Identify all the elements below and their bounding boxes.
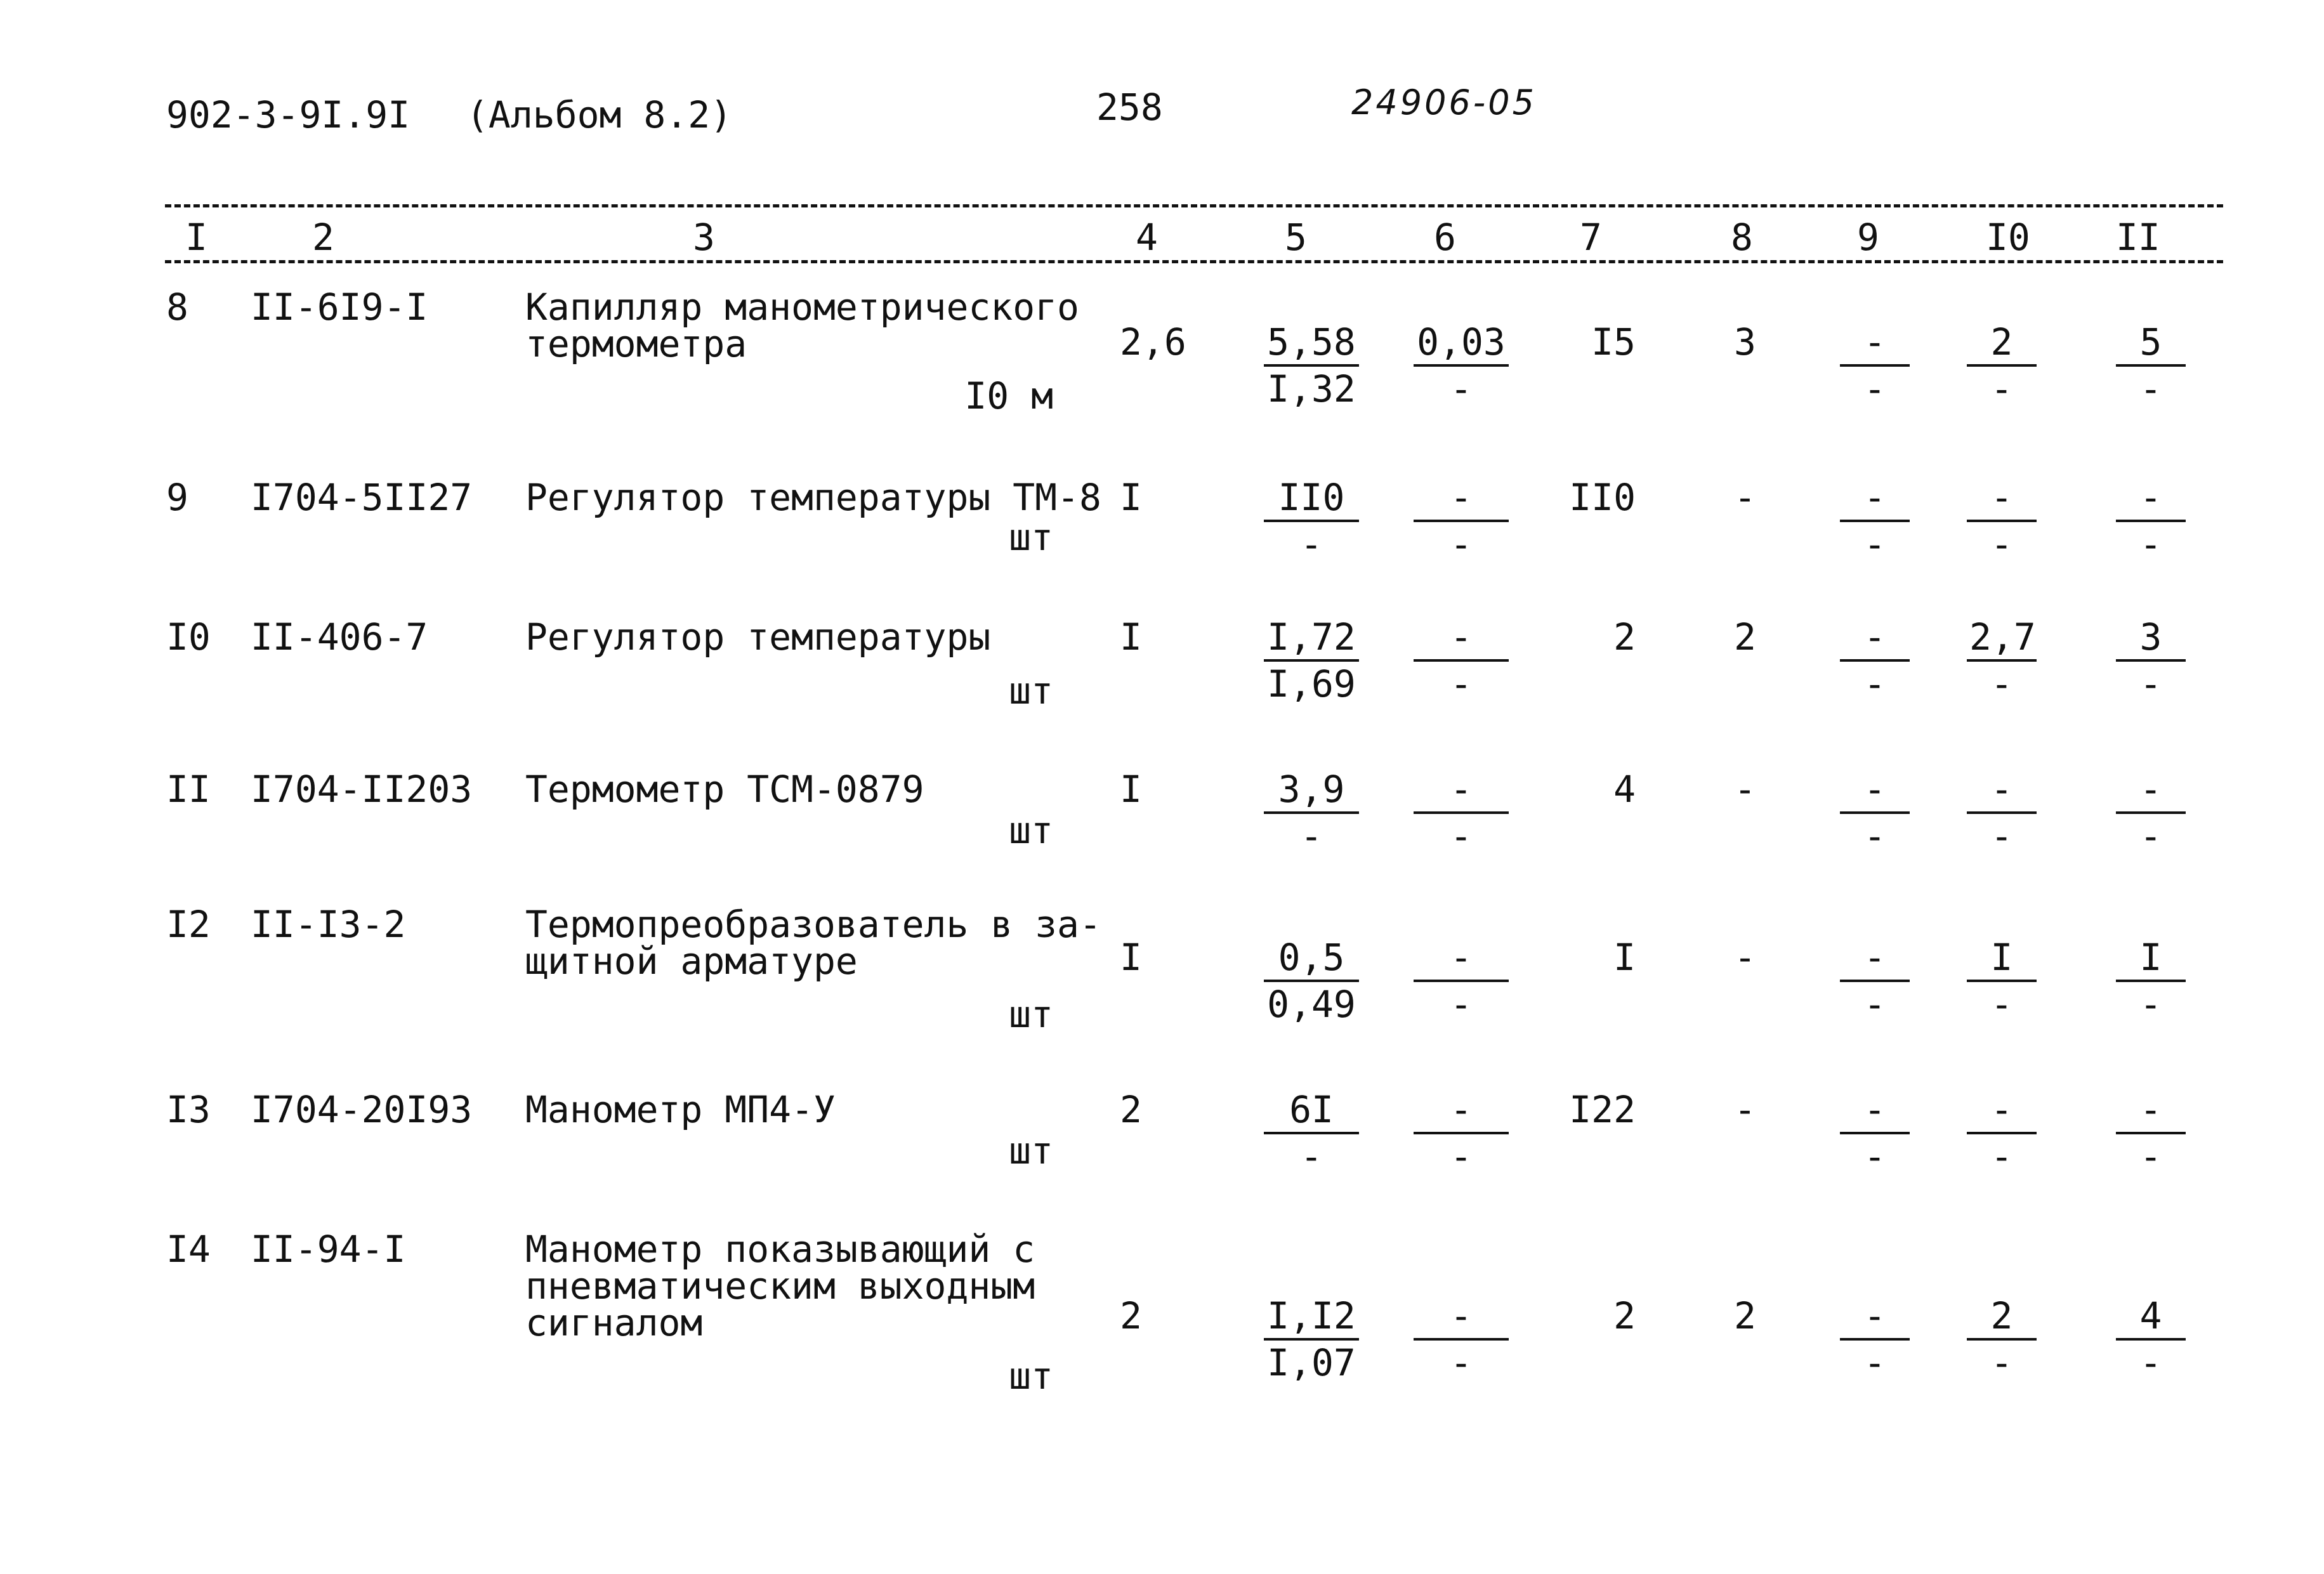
total-cell: II0	[1569, 476, 1636, 519]
item-code: II-6I9-I	[251, 285, 428, 329]
numerator: -	[1840, 479, 1910, 522]
price-fraction-cell	[1264, 320, 1359, 410]
item-name: Регулятор температуры ТМ-8	[525, 476, 1101, 519]
fraction-cell	[2116, 936, 2186, 1026]
fraction-cell	[2116, 320, 2186, 410]
numerator: I	[2116, 939, 2186, 982]
item-name: Капилляр манометрического термометра	[525, 285, 1079, 365]
fraction-cell	[1840, 1088, 1910, 1178]
column-header: 4	[1136, 216, 1158, 259]
denominator: -	[1450, 1341, 1473, 1384]
denominator: -	[1990, 367, 2013, 410]
value-cell: 3	[1734, 320, 1756, 364]
denominator: 0,49	[1267, 983, 1356, 1026]
fraction-cell	[1414, 768, 1509, 858]
denominator: -	[1863, 523, 1886, 566]
quantity-cell: I	[1120, 615, 1142, 659]
row-number: I0	[166, 615, 211, 659]
fraction-cell	[1967, 1088, 2037, 1178]
fraction-cell	[2116, 1088, 2186, 1178]
item-name: Термопреобразователь в за- щитной арматуре	[525, 903, 1101, 983]
fraction-cell	[2116, 476, 2186, 566]
item-unit: шт	[1009, 993, 1053, 1036]
denominator: -	[1990, 983, 2013, 1026]
quantity-cell: I	[1120, 936, 1142, 979]
numerator: 6I	[1264, 1091, 1359, 1134]
fraction-cell	[1967, 476, 2037, 566]
numerator: I,72	[1264, 619, 1359, 662]
fraction-cell	[1840, 1294, 1910, 1384]
item-unit: шт	[1009, 669, 1053, 712]
item-name: Манометр показывающий с пневматическим выходным сигналом	[525, 1228, 1035, 1344]
price-fraction-cell	[1264, 936, 1359, 1026]
denominator: I,07	[1267, 1341, 1356, 1384]
column-header: 5	[1285, 216, 1307, 259]
numerator: 2,7	[1967, 619, 2037, 662]
item-unit: шт	[1009, 809, 1053, 852]
item-code: II-94-I	[251, 1228, 406, 1271]
numerator: 0,5	[1264, 939, 1359, 982]
denominator: I,69	[1267, 662, 1356, 705]
denominator: -	[2139, 815, 2162, 858]
denominator: -	[1863, 1135, 1886, 1178]
denominator: -	[2139, 1341, 2162, 1384]
numerator: 5	[2116, 324, 2186, 367]
fraction-cell	[1967, 1294, 2037, 1384]
item-code: I704-5II27	[251, 476, 473, 519]
header-top-rule	[165, 204, 2223, 207]
denominator: -	[1450, 983, 1473, 1026]
quantity-cell: I	[1120, 768, 1142, 811]
numerator: -	[1414, 771, 1509, 814]
numerator: 5,58	[1264, 324, 1359, 367]
total-cell: 4	[1613, 768, 1636, 811]
item-code: I704-II203	[251, 768, 473, 811]
numerator: 2	[1967, 324, 2037, 367]
numerator: -	[1414, 939, 1509, 982]
quantity-cell: I	[1120, 476, 1142, 519]
denominator: -	[2139, 523, 2162, 566]
column-header: I	[185, 216, 207, 259]
item-name: Термометр ТСМ-0879	[525, 768, 924, 811]
value-cell: -	[1734, 936, 1756, 979]
column-header: 2	[312, 216, 334, 259]
price-fraction-cell	[1264, 1294, 1359, 1384]
denominator: -	[1450, 815, 1473, 858]
total-cell: 2	[1613, 615, 1636, 659]
denominator: I,32	[1267, 367, 1356, 410]
denominator: -	[1863, 662, 1886, 705]
numerator: -	[2116, 479, 2186, 522]
numerator: -	[1840, 1297, 1910, 1341]
value-cell: -	[1734, 476, 1756, 519]
inventory-number: 24906-05	[1351, 82, 1537, 122]
fraction-cell	[1840, 768, 1910, 858]
item-unit: шт	[1009, 516, 1053, 559]
row-number: I2	[166, 903, 211, 946]
column-header: II	[2116, 216, 2160, 259]
item-code: II-406-7	[251, 615, 428, 659]
numerator: 2	[1967, 1297, 2037, 1341]
denominator: -	[1450, 523, 1473, 566]
fraction-cell	[1967, 320, 2037, 410]
quantity-cell: 2	[1120, 1294, 1142, 1337]
price-fraction-cell	[1264, 615, 1359, 705]
fraction-cell	[1414, 615, 1509, 705]
price-fraction-cell	[1264, 768, 1359, 858]
fraction-cell	[2116, 615, 2186, 705]
fraction-cell	[2116, 1294, 2186, 1384]
row-number: I4	[166, 1228, 211, 1271]
denominator: -	[1450, 1135, 1473, 1178]
value-cell: -	[1734, 768, 1756, 811]
numerator: 3	[2116, 619, 2186, 662]
item-name: Манометр МП4-У	[525, 1088, 836, 1131]
column-header: 6	[1434, 216, 1456, 259]
denominator: -	[1450, 662, 1473, 705]
denominator: -	[1990, 815, 2013, 858]
total-cell: I	[1613, 936, 1636, 979]
row-number: I3	[166, 1088, 211, 1131]
fraction-cell	[1840, 615, 1910, 705]
numerator: -	[1840, 939, 1910, 982]
denominator: -	[2139, 983, 2162, 1026]
numerator: -	[1967, 479, 2037, 522]
numerator: 0,03	[1414, 324, 1509, 367]
numerator: -	[1967, 771, 2037, 814]
total-cell: I22	[1569, 1088, 1636, 1131]
fraction-cell	[1414, 476, 1509, 566]
total-cell: I5	[1591, 320, 1636, 364]
denominator: -	[1990, 662, 2013, 705]
fraction-cell	[1840, 320, 1910, 410]
numerator: -	[1840, 619, 1910, 662]
fraction-cell	[1967, 768, 2037, 858]
fraction-cell	[1414, 936, 1509, 1026]
price-fraction-cell	[1264, 1088, 1359, 1178]
item-name: Регулятор температуры	[525, 615, 991, 659]
numerator: II0	[1264, 479, 1359, 522]
item-code: II-I3-2	[251, 903, 406, 946]
item-unit: шт	[1009, 1354, 1053, 1398]
quantity-cell: 2,6	[1120, 320, 1186, 364]
quantity-cell: 2	[1120, 1088, 1142, 1131]
numerator: -	[1840, 324, 1910, 367]
row-number: II	[166, 768, 211, 811]
value-cell: 2	[1734, 615, 1756, 659]
numerator: I,I2	[1264, 1297, 1359, 1341]
column-header: 3	[693, 216, 715, 259]
column-header: 9	[1857, 216, 1879, 259]
numerator: I	[1967, 939, 2037, 982]
numerator: 3,9	[1264, 771, 1359, 814]
item-unit: шт	[1009, 1129, 1053, 1172]
row-number: 8	[166, 285, 188, 329]
denominator: -	[1300, 523, 1323, 566]
denominator: -	[1863, 1341, 1886, 1384]
numerator: -	[1967, 1091, 2037, 1134]
fraction-cell	[1414, 1088, 1509, 1178]
denominator: -	[1990, 1135, 2013, 1178]
numerator: -	[2116, 771, 2186, 814]
value-cell: 2	[1734, 1294, 1756, 1337]
denominator: -	[1863, 983, 1886, 1026]
denominator: -	[1990, 523, 2013, 566]
fraction-cell	[1414, 1294, 1509, 1384]
value-cell: -	[1734, 1088, 1756, 1131]
fraction-cell	[1967, 615, 2037, 705]
header-bottom-rule	[165, 260, 2223, 263]
numerator: -	[1414, 479, 1509, 522]
denominator: -	[1863, 815, 1886, 858]
fraction-cell	[2116, 768, 2186, 858]
denominator: -	[1450, 367, 1473, 410]
page-number: 258	[1096, 86, 1163, 129]
denominator: -	[2139, 662, 2162, 705]
numerator: -	[1840, 771, 1910, 814]
total-cell: 2	[1613, 1294, 1636, 1337]
denominator: -	[2139, 1135, 2162, 1178]
denominator: -	[1990, 1341, 2013, 1384]
numerator: -	[1840, 1091, 1910, 1134]
denominator: -	[2139, 367, 2162, 410]
column-header: 7	[1580, 216, 1602, 259]
fraction-cell	[1840, 476, 1910, 566]
denominator: -	[1863, 367, 1886, 410]
numerator: -	[1414, 619, 1509, 662]
numerator: -	[1414, 1091, 1509, 1134]
fraction-cell	[1840, 936, 1910, 1026]
row-number: 9	[166, 476, 188, 519]
numerator: 4	[2116, 1297, 2186, 1341]
numerator: -	[2116, 1091, 2186, 1134]
album-label: (Альбом 8.2)	[466, 93, 733, 136]
document-code: 902-3-9I.9I	[166, 93, 410, 136]
column-header: I0	[1986, 216, 2030, 259]
numerator: -	[1414, 1297, 1509, 1341]
item-unit: I0 м	[964, 374, 1053, 417]
denominator: -	[1300, 815, 1323, 858]
fraction-cell	[1414, 320, 1509, 410]
denominator: -	[1300, 1135, 1323, 1178]
fraction-cell	[1967, 936, 2037, 1026]
price-fraction-cell	[1264, 476, 1359, 566]
item-code: I704-20I93	[251, 1088, 473, 1131]
column-header: 8	[1731, 216, 1753, 259]
